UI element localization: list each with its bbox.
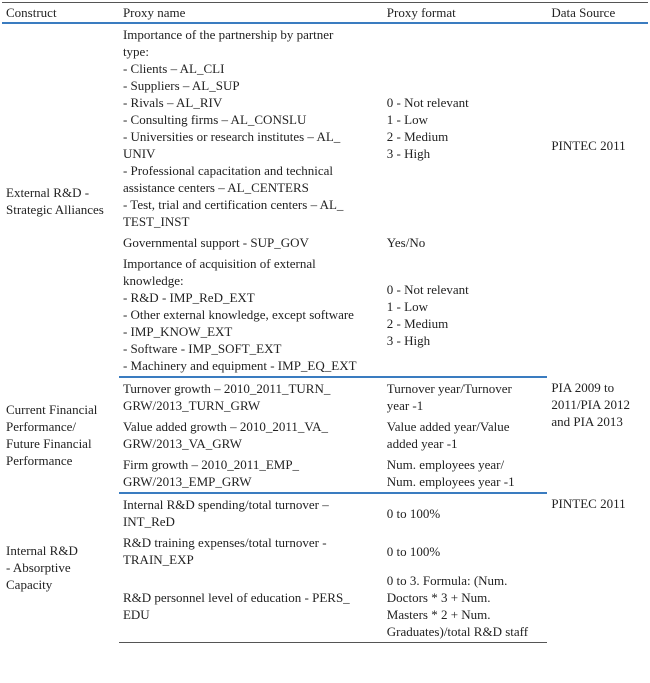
proxy-name-line: Internal R&D spending/total turnover – — [122, 497, 329, 512]
proxy-format-line: Value added year/Value — [386, 419, 510, 434]
proxy-format-line: 1 - Low — [386, 112, 428, 127]
proxy-name-line: Importance of the partnership by partner — [122, 27, 334, 42]
data-source-cell — [547, 23, 648, 377]
proxy-format-line: 3 - High — [386, 146, 431, 161]
proxy-format-line: Masters * 2 + Num. — [386, 607, 491, 622]
proxy-name-line: - Machinery and equipment - IMP_EQ_EXT — [122, 358, 357, 373]
data-source-line: PIA 2009 to — [551, 380, 615, 395]
proxy-format-line: 3 - High — [386, 332, 431, 348]
proxy-format-cell — [383, 23, 548, 232]
proxy-name-line: assistance centers – AL_CENTERS — [122, 180, 309, 195]
construct-line: - Absorptive — [6, 560, 71, 576]
proxy-name-cell — [119, 493, 383, 532]
proxy-name-line: R&D training expenses/total turnover - — [122, 535, 327, 550]
proxy-name-line: Value added growth – 2010_2011_VA_ — [122, 419, 329, 434]
proxy-name-line: TRAIN_EXP — [122, 552, 194, 567]
proxy-format-line: 0 to 3. Formula: (Num. — [386, 573, 508, 588]
proxy-name-cell — [119, 532, 383, 570]
proxy-name-line: - Software - IMP_SOFT_EXT — [122, 341, 282, 356]
proxy-name-line: - R&D - IMP_ReD_EXT — [122, 290, 255, 305]
proxy-name-line: Governmental support - SUP_GOV — [122, 235, 309, 250]
construct-line: External R&D - — [6, 184, 90, 200]
table-row — [2, 377, 648, 416]
proxy-name-line: - Consulting firms – AL_CONSLU — [122, 112, 307, 127]
proxy-name-line: Importance of acquisition of external — [122, 256, 316, 271]
proxy-name-line: UNIV — [122, 146, 156, 161]
proxy-name-line: Firm growth – 2010_2011_EMP_ — [122, 457, 300, 472]
proxy-format-line: Yes/No — [386, 235, 426, 250]
construct-line: Performance/ — [6, 419, 77, 434]
construct-line: Strategic Alliances — [6, 201, 104, 217]
table-row — [2, 493, 648, 532]
proxy-name-line: - Professional capacitation and technical — [122, 163, 334, 178]
proxy-format-line: year -1 — [386, 398, 424, 413]
table-body — [2, 23, 648, 643]
proxy-format-line: Doctors * 3 + Num. — [386, 590, 491, 605]
data-source-line: PINTEC 2011 — [551, 138, 626, 153]
header-row — [2, 3, 648, 24]
proxy-name-line: EDU — [122, 607, 150, 622]
proxy-format-line: 2 - Medium — [386, 129, 449, 144]
construct-line: Future Financial — [6, 436, 92, 451]
data-source-line: PINTEC 2011 — [551, 496, 626, 511]
proxy-name-cell — [119, 570, 383, 643]
proxy-name-cell — [119, 377, 383, 416]
proxy-name-line: - Clients – AL_CLI — [122, 61, 225, 76]
proxy-format-line: 2 - Medium — [386, 315, 449, 331]
construct-cell — [2, 23, 119, 377]
proxy-format-cell — [383, 454, 548, 493]
construct-line: Internal R&D — [6, 543, 78, 559]
proxy-format-line: 0 to 100% — [386, 505, 441, 521]
proxy-format-line: Turnover year/Turnover — [386, 381, 512, 396]
data-source-line: 2011/PIA 2012 — [551, 397, 630, 412]
proxy-format-cell — [383, 377, 548, 416]
proxy-format-cell — [383, 253, 548, 377]
header-data-source: Data Source — [547, 3, 648, 24]
header-proxy-name: Proxy name — [119, 3, 383, 24]
proxy-name-cell — [119, 416, 383, 454]
data-source-line: and PIA 2013 — [551, 414, 623, 429]
proxy-name-line: - IMP_KNOW_EXT — [122, 324, 233, 339]
proxy-name-line: knowledge: — [122, 273, 184, 288]
construct-cell — [2, 377, 119, 493]
proxy-name-line: INT_ReD — [122, 514, 175, 529]
construct-cell — [2, 493, 119, 643]
proxy-name-line: - Rivals – AL_RIV — [122, 95, 223, 110]
proxy-format-cell — [383, 493, 548, 532]
proxy-name-line: GRW/2013_EMP_GRW — [122, 474, 252, 489]
proxy-name-line: - Suppliers – AL_SUP — [122, 78, 240, 93]
construct-line: Performance — [6, 453, 73, 468]
table-row — [2, 23, 648, 232]
proxy-format-cell — [383, 416, 548, 454]
proxy-format-line: Num. employees year/ — [386, 457, 505, 472]
proxy-name-cell — [119, 253, 383, 377]
proxy-name-line: Turnover growth – 2010_2011_TURN_ — [122, 381, 331, 396]
proxy-name-line: - Universities or research institutes – AL_ — [122, 129, 341, 144]
proxy-format-line: 0 - Not relevant — [386, 95, 469, 110]
proxy-table — [2, 2, 648, 643]
proxy-format-cell — [383, 232, 548, 253]
proxy-name-line: GRW/2013_TURN_GRW — [122, 398, 261, 413]
proxy-format-line: Num. employees year -1 — [386, 474, 515, 489]
construct-line: Current Financial — [6, 402, 98, 417]
proxy-name-line: TEST_INST — [122, 214, 190, 229]
data-source-cell — [547, 493, 648, 643]
proxy-name-cell — [119, 454, 383, 493]
proxy-name-line: - Other external knowledge, except software — [122, 307, 354, 322]
proxy-format-line: Graduates)/total R&D staff — [386, 624, 529, 639]
proxy-format-cell — [383, 532, 548, 570]
proxy-name-line: type: — [122, 44, 149, 59]
proxy-format-line: 0 - Not relevant — [386, 281, 469, 297]
proxy-name-line: - Test, trial and certification centers – AL_ — [122, 197, 344, 212]
proxy-name-cell — [119, 232, 383, 253]
proxy-format-cell — [383, 570, 548, 643]
header-construct: Construct — [2, 3, 119, 24]
proxy-name-line: R&D personnel level of education - PERS_ — [122, 590, 350, 605]
proxy-format-line: added year -1 — [386, 436, 458, 451]
data-source-cell — [547, 377, 648, 493]
proxy-name-cell — [119, 23, 383, 232]
construct-line: Capacity — [6, 577, 53, 593]
proxy-name-line: GRW/2013_VA_GRW — [122, 436, 242, 451]
proxy-format-line: 0 to 100% — [386, 543, 441, 559]
header-proxy-format: Proxy format — [383, 3, 548, 24]
proxy-format-line: 1 - Low — [386, 298, 428, 314]
